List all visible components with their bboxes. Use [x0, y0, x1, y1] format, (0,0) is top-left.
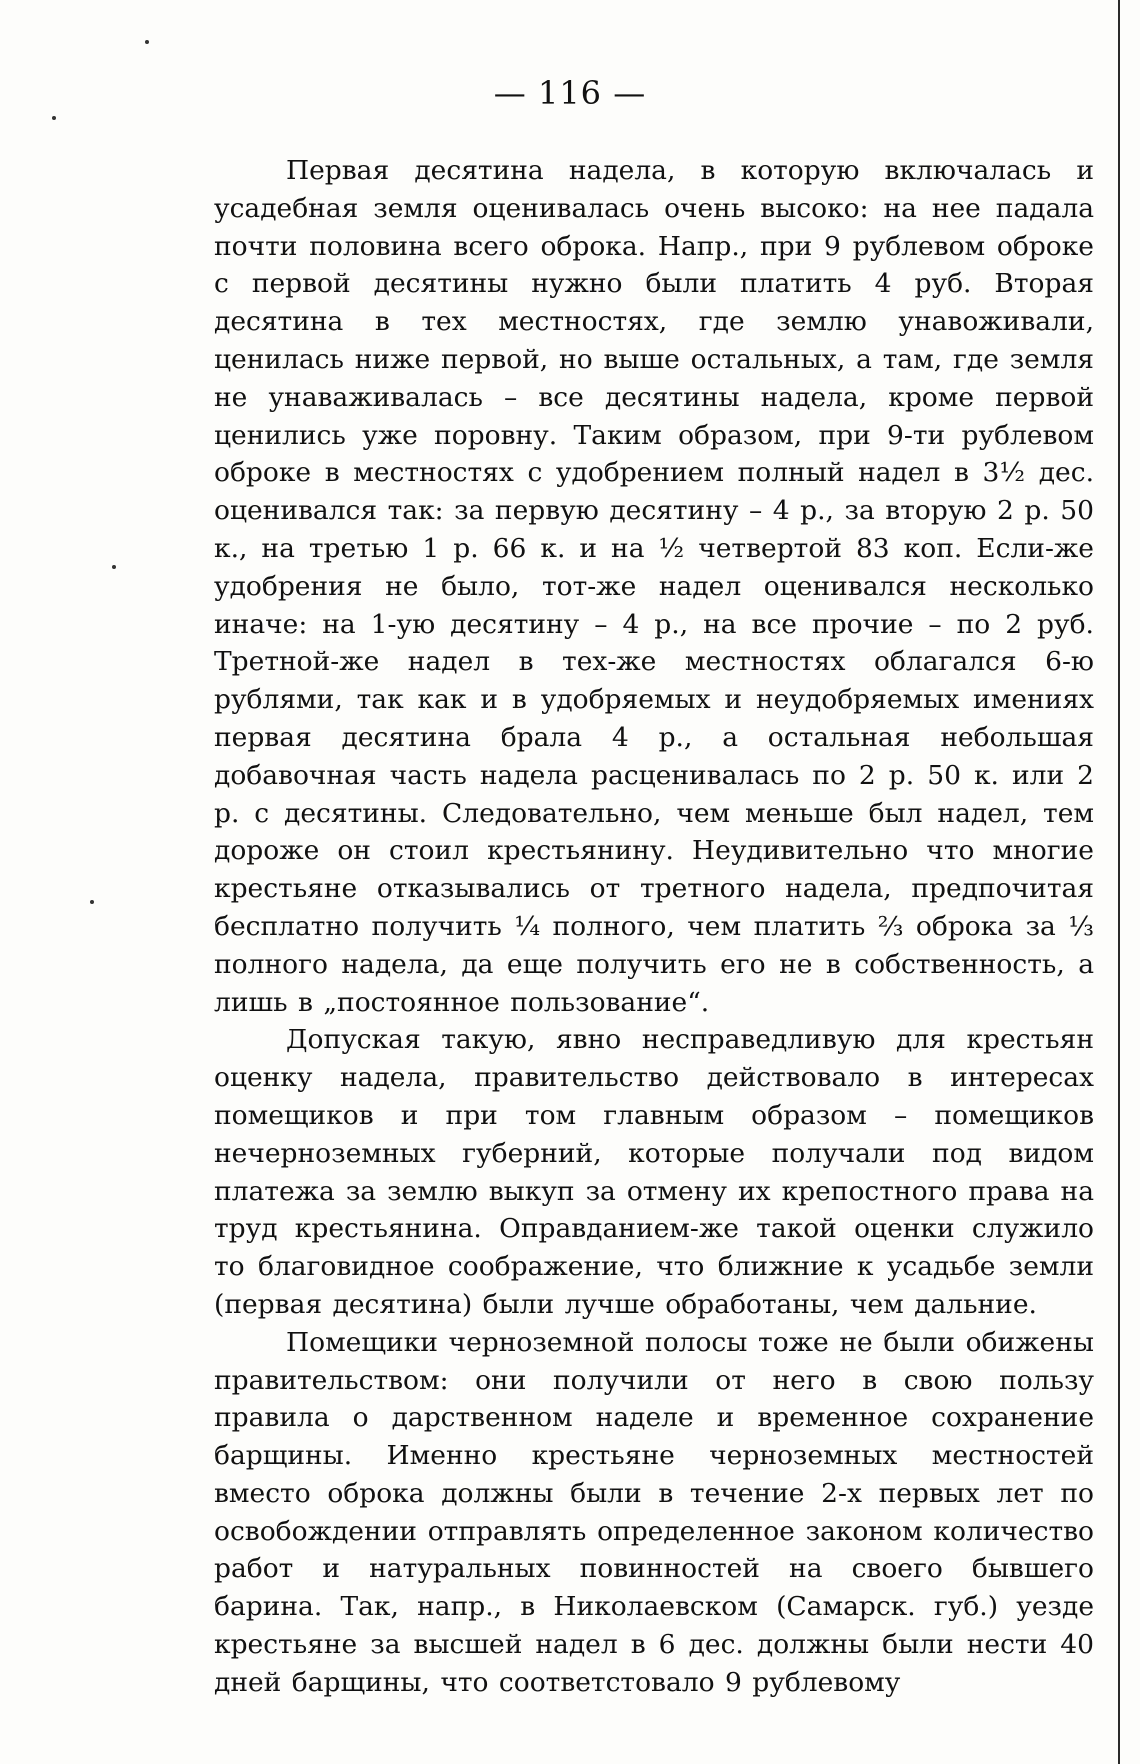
paragraph-2: Допуская такую, явно несправедливую для крестьян оценку надела, правительство действовало в интересах помещиков и при том главным образом – помещиков нечерноземных губерний, которые получали под видом платежа за землю выкуп за отмену их крепостного права на труд крестьянина. Оправданием-же такой оценки служило то благовидное соображение, что ближние к усадьбе земли (первая десятина) были лучше обработаны, чем дальние.: [214, 1024, 1094, 1320]
paragraph-1: Первая десятина надела, в которую включалась и усадебная земля оценивалась очень высоко: на нее падала почти половина всего оброка. Напр., при 9 рублевом оброке с первой десятины нужно были платить 4 руб. Вторая десятина в тех местностях, где землю унавоживали, ценилась ниже первой, но выше остальных, а там, где земля не унаваживалась – все десятины надела, кроме первой ценились уже поровну. Таким образом, при 9-ти рублевом оброке в местностях с удобрением полный надел в 3½ дес. оценивался так: за первую десятину – 4 р., за вторую 2 р. 50 к., на третью 1 р. 66 к. и на ½ четвертой 83 коп. Если-же удобрения не было, тот-же надел оценивался несколько иначе: на 1-ую десятину – 4 р., на все прочие – по 2 руб. Третной-же надел в тех-же местностях облагался 6-ю рублями, так как и в удобряемых и неудобряемых имениях первая десятина брала 4 р., а остальная небольшая добавочная часть надела расценивалась по 2 р. 50 к. или 2 р. с десятины. Следовательно, чем меньше был надел, тем дороже он стоил крестьянину. Неудивительно что многие крестьяне отказывались от третного надела, предпочитая бесплатно получить ¼ полного, чем платить ⅔ оброка за ⅓ полного надела, да еще получить его не в собственность, а лишь в „постоянное пользование“.: [214, 155, 1094, 1018]
body-text: [214, 152, 1094, 1702]
print-speck: [90, 900, 94, 904]
print-speck: [145, 40, 149, 44]
print-speck: [52, 116, 56, 120]
page-number: — 116 —: [493, 74, 647, 112]
print-speck: [112, 565, 116, 569]
page-edge-line: [1118, 0, 1120, 1764]
paragraph-3: Помещики черноземной полосы тоже не были обижены правительством: они получили от него в свою пользу правила о дарственном наделе и временное сохранение барщины. Именно крестьяне черноземных местностей вместо оброка должны были в течение 2-х первых лет по освобождении отправлять определенное законом количество работ и натуральных повинностей на своего бывшего барина. Так, напр., в Николаевском (Самарск. губ.) уезде крестьяне за высшей надел в 6 дес. должны были нести 40 дней барщины, что соответстовало 9 рублевому: [214, 1326, 1094, 1698]
